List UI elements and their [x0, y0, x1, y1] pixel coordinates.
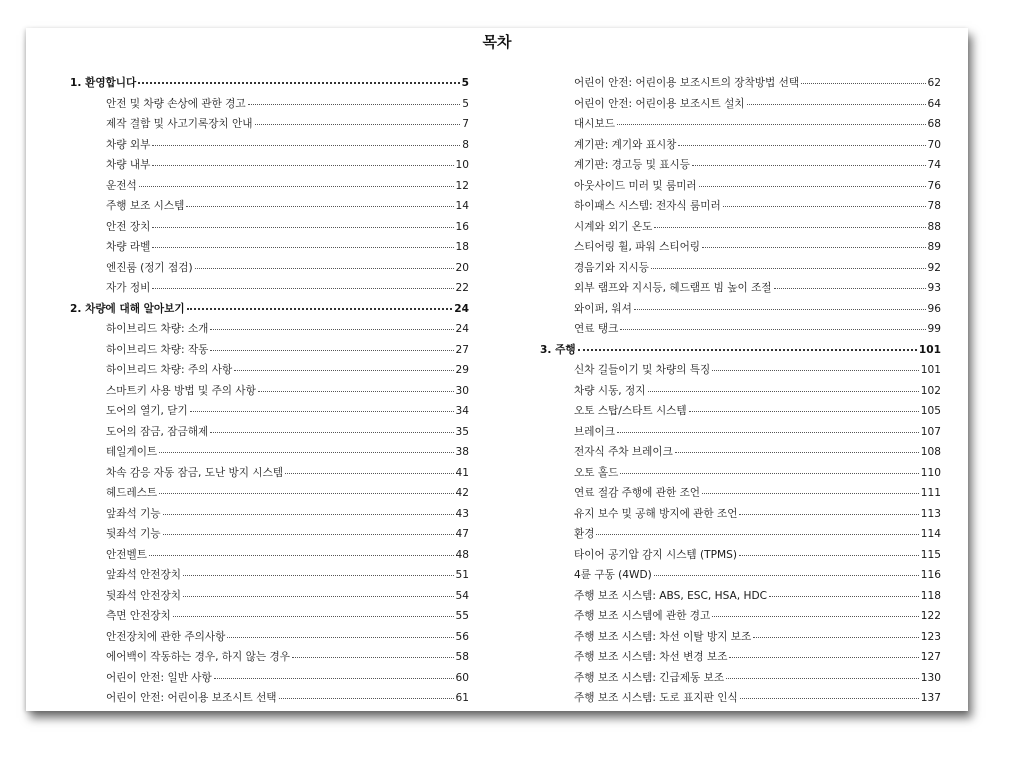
- toc-entry-label: 유지 보수 및 공해 방지에 관한 조언: [574, 507, 738, 520]
- dot-leader: [740, 698, 919, 699]
- toc-entry[interactable]: [540, 383, 941, 404]
- toc-page-number: 88: [927, 220, 941, 233]
- toc-page-number: 130: [920, 671, 941, 684]
- toc-entry-label: 에어백이 작동하는 경우, 하지 않는 경우: [106, 651, 290, 663]
- toc-entry-label: 앞좌석 안전장치: [106, 569, 182, 581]
- dot-leader: [620, 329, 925, 330]
- toc-entry-label: 자가 정비: [106, 282, 151, 294]
- toc-entry-label: 안전장치에 관한 주의사항: [106, 630, 226, 643]
- toc-entry[interactable]: [540, 260, 941, 281]
- toc-page-number: 89: [927, 241, 941, 253]
- dot-leader: [689, 411, 919, 412]
- dot-leader: [187, 308, 453, 310]
- toc-entry[interactable]: [70, 403, 469, 424]
- toc-page-number: 14: [455, 200, 469, 212]
- toc-entry[interactable]: [540, 301, 941, 322]
- dot-leader: [678, 145, 925, 146]
- toc-entry[interactable]: [70, 137, 469, 158]
- toc-page-number: 113: [920, 507, 941, 520]
- toc-entry[interactable]: [70, 649, 469, 670]
- toc-entry-label: 하이브리드 차량: 주의 사항: [106, 364, 233, 376]
- dot-leader: [620, 473, 918, 474]
- toc-entry-label: 2. 차량에 대해 알아보기: [70, 302, 185, 315]
- toc-entry[interactable]: [540, 116, 941, 137]
- toc-entry[interactable]: [540, 485, 941, 506]
- toc-page-number: 38: [455, 446, 469, 458]
- toc-page-number: 8: [462, 138, 469, 151]
- dot-leader: [152, 247, 453, 248]
- toc-entry[interactable]: [540, 670, 941, 691]
- toc-entry-label: 안전벨트: [106, 548, 147, 561]
- toc-entry[interactable]: [540, 465, 941, 486]
- toc-entry-label: 3. 주행: [540, 343, 576, 356]
- dot-leader: [285, 473, 453, 474]
- toc-entry-label: 대시보드: [574, 118, 615, 130]
- toc-entry-label: 도어의 열기, 닫기: [106, 405, 188, 417]
- toc-entry-label: 연료 절감 주행에 관한 조언: [574, 487, 701, 499]
- toc-entry-label: 환경: [574, 528, 595, 540]
- toc-page-number: 10: [455, 159, 469, 171]
- toc-entry-label: 신차 길들이기 및 차량의 특징: [574, 364, 711, 376]
- toc-right-column: [540, 75, 941, 711]
- toc-page-number: 18: [455, 241, 469, 253]
- toc-page-number: 127: [920, 651, 941, 663]
- toc-page-number: 114: [920, 528, 941, 540]
- toc-page-number: 111: [920, 487, 941, 499]
- toc-section-heading[interactable]: [70, 75, 469, 96]
- toc-page-number: 16: [455, 220, 469, 233]
- dot-leader: [152, 288, 453, 289]
- dot-leader: [648, 391, 919, 392]
- toc-entry-label: 연료 탱크: [574, 323, 619, 335]
- toc-entry[interactable]: [540, 321, 941, 342]
- dot-leader: [726, 678, 919, 679]
- toc-page-number: 123: [920, 630, 941, 643]
- toc-entry[interactable]: [70, 178, 469, 199]
- toc-entry[interactable]: [70, 362, 469, 383]
- toc-page-number: 24: [455, 323, 469, 335]
- dot-leader: [596, 534, 918, 535]
- dot-leader: [248, 104, 461, 105]
- dot-leader: [183, 575, 454, 576]
- toc-page-number: 34: [455, 405, 469, 417]
- dot-leader: [159, 452, 453, 453]
- dot-leader: [769, 596, 919, 597]
- toc-entry-label: 뒷좌석 안전장치: [106, 589, 182, 602]
- toc-entry-label: 안전 및 차량 손상에 관한 경고: [106, 97, 246, 110]
- toc-entry[interactable]: [70, 547, 469, 568]
- toc-entry-label: 계기판: 계기와 표시창: [574, 138, 677, 151]
- toc-entry[interactable]: [540, 567, 941, 588]
- toc-page-number: 101: [920, 364, 941, 376]
- toc-entry-label: 주행 보조 시스템: 차선 변경 보조: [574, 651, 728, 663]
- toc-entry-label: 오토 스탑/스타트 시스템: [574, 405, 687, 417]
- toc-entry[interactable]: [70, 588, 469, 609]
- toc-entry-label: 도어의 잠금, 잠금해제: [106, 425, 209, 438]
- toc-entry[interactable]: [70, 506, 469, 527]
- dot-leader: [617, 432, 919, 433]
- toc-entry-label: 테일게이트: [106, 446, 158, 458]
- toc-entry-label: 와이퍼, 워셔: [574, 302, 632, 315]
- toc-entry-label: 엔진룸 (정기 점검): [106, 261, 193, 274]
- dot-leader: [159, 493, 453, 494]
- toc-entry-label: 어린이 안전: 일반 사항: [106, 671, 212, 684]
- toc-entry-label: 차량 시동, 정지: [574, 384, 646, 397]
- toc-entry-label: 주행 보조 시스템: 차선 이탈 방지 보조: [574, 630, 752, 643]
- dot-leader: [152, 145, 460, 146]
- toc-entry-label: 주행 보조 시스템: ABS, ESC, HSA, HDC: [574, 589, 768, 602]
- toc-entry[interactable]: [540, 239, 941, 260]
- toc-entry[interactable]: [70, 116, 469, 137]
- toc-entry[interactable]: [540, 198, 941, 219]
- dot-leader: [634, 309, 926, 310]
- dot-leader: [234, 370, 453, 371]
- dot-leader: [173, 616, 454, 617]
- toc-page-number: 118: [920, 589, 941, 602]
- toc-entry[interactable]: [540, 362, 941, 383]
- toc-entry-label: 안전 장치: [106, 220, 151, 233]
- toc-page-number: 30: [455, 384, 469, 397]
- document-page: [26, 28, 968, 711]
- dot-leader: [702, 493, 919, 494]
- toc-entry[interactable]: [540, 690, 941, 711]
- dot-leader: [183, 596, 454, 597]
- toc-entry-label: 제작 결함 및 사고기록장치 안내: [106, 118, 253, 130]
- toc-entry-label: 스티어링 휠, 파워 스티어링: [574, 241, 701, 253]
- toc-entry[interactable]: [70, 424, 469, 445]
- toc-entry-label: 주행 보조 시스템: 도로 표지판 인식: [574, 692, 738, 704]
- toc-entry[interactable]: [540, 629, 941, 650]
- toc-page-number: 24: [454, 302, 469, 315]
- dot-leader: [774, 288, 926, 289]
- dot-leader: [699, 186, 926, 187]
- dot-leader: [210, 432, 453, 433]
- toc-entry[interactable]: [540, 526, 941, 547]
- dot-leader: [753, 637, 918, 638]
- toc-page-number: 5: [461, 77, 469, 89]
- dot-leader: [210, 329, 453, 330]
- toc-section-heading[interactable]: [540, 342, 941, 363]
- page-title: 목차: [482, 33, 512, 51]
- toc-entry[interactable]: [70, 629, 469, 650]
- toc-page-number: 58: [455, 651, 469, 663]
- toc-entry-label: 시계와 외기 온도: [574, 220, 653, 233]
- dot-leader: [747, 104, 926, 105]
- toc-entry-label: 오토 홀드: [574, 466, 619, 479]
- toc-entry-label: 어린이 안전: 어린이용 보조시트 선택: [106, 692, 277, 704]
- toc-page-number: 96: [927, 302, 941, 315]
- dot-leader: [801, 83, 925, 84]
- dot-leader: [258, 391, 454, 392]
- toc-entry[interactable]: [540, 137, 941, 158]
- dot-leader: [279, 698, 454, 699]
- toc-page-number: 102: [920, 384, 941, 397]
- toc-entry[interactable]: [70, 321, 469, 342]
- toc-entry[interactable]: [70, 567, 469, 588]
- toc-page-number: 101: [918, 343, 941, 356]
- toc-entry[interactable]: [540, 649, 941, 670]
- toc-entry[interactable]: [70, 219, 469, 240]
- toc-entry-label: 주행 보조 시스템에 관한 경고: [574, 610, 711, 622]
- toc-entry-label: 운전석: [106, 179, 137, 192]
- toc-entry-label: 스마트키 사용 방법 및 주의 사항: [106, 384, 256, 397]
- toc-entry[interactable]: [540, 506, 941, 527]
- dot-leader: [292, 657, 454, 658]
- toc-page-number: 115: [920, 548, 941, 561]
- toc-entry[interactable]: [70, 239, 469, 260]
- toc-entry[interactable]: [540, 178, 941, 199]
- toc-entry[interactable]: [70, 690, 469, 711]
- toc-page-number: 78: [927, 200, 941, 212]
- toc-page-number: 41: [455, 466, 469, 479]
- toc-page-number: 107: [920, 425, 941, 438]
- toc-page-number: 76: [927, 179, 941, 192]
- toc-page-number: 51: [455, 569, 469, 581]
- toc-entry[interactable]: [540, 75, 941, 96]
- toc-entry[interactable]: [540, 280, 941, 301]
- toc-entry-label: 하이브리드 차량: 소개: [106, 323, 209, 335]
- dot-leader: [729, 657, 918, 658]
- toc-page-number: 92: [927, 261, 941, 274]
- dot-leader: [692, 165, 926, 166]
- toc-entry-label: 측면 안전장치: [106, 610, 171, 622]
- toc-entry-label: 외부 램프와 지시등, 헤드램프 빔 높이 조절: [574, 282, 772, 294]
- toc-page-number: 122: [920, 610, 941, 622]
- dot-leader: [617, 124, 926, 125]
- toc-entry-label: 전자식 주차 브레이크: [574, 446, 673, 458]
- toc-entry[interactable]: [70, 157, 469, 178]
- dot-leader: [227, 637, 453, 638]
- dot-leader: [578, 349, 917, 351]
- toc-page-number: 61: [455, 692, 469, 704]
- toc-page-number: 105: [920, 405, 941, 417]
- toc-page-number: 47: [455, 528, 469, 540]
- toc-page-number: 29: [455, 364, 469, 376]
- dot-leader: [739, 555, 919, 556]
- toc-entry[interactable]: [70, 526, 469, 547]
- toc-page-number: 22: [455, 282, 469, 294]
- toc-entry[interactable]: [540, 608, 941, 629]
- toc-page-number: 74: [927, 159, 941, 171]
- toc-entry-label: 4륜 구동 (4WD): [574, 569, 652, 581]
- toc-entry-label: 뒷좌석 기능: [106, 528, 161, 540]
- toc-entry[interactable]: [70, 198, 469, 219]
- toc-page-number: 48: [455, 548, 469, 561]
- toc-section-heading[interactable]: [70, 301, 469, 322]
- toc-page-number: 70: [927, 138, 941, 151]
- dot-leader: [214, 678, 454, 679]
- toc-entry[interactable]: [540, 96, 941, 117]
- toc-page-number: 93: [927, 282, 941, 294]
- dot-leader: [186, 206, 453, 207]
- toc-page-number: 42: [455, 487, 469, 499]
- toc-entry[interactable]: [70, 465, 469, 486]
- toc-page-number: 5: [462, 97, 469, 110]
- toc-page-number: 116: [920, 569, 941, 581]
- toc-entry-label: 주행 보조 시스템: 긴급제동 보조: [574, 671, 725, 684]
- toc-page-number: 7: [462, 118, 469, 130]
- toc-page-number: 110: [920, 466, 941, 479]
- toc-entry[interactable]: [70, 96, 469, 117]
- toc-page-number: 27: [455, 343, 469, 356]
- toc-entry[interactable]: [70, 608, 469, 629]
- toc-entry-label: 차량 내부: [106, 159, 151, 171]
- toc-page-number: 64: [927, 97, 941, 110]
- toc-page-number: 99: [927, 323, 941, 335]
- toc-entry-label: 주행 보조 시스템: [106, 200, 185, 212]
- dot-leader: [139, 186, 454, 187]
- toc-entry[interactable]: [540, 219, 941, 240]
- toc-page-number: 12: [455, 179, 469, 192]
- dot-leader: [149, 555, 454, 556]
- dot-leader: [195, 268, 454, 269]
- toc-page-number: 137: [920, 692, 941, 704]
- toc-page-number: 20: [455, 261, 469, 274]
- toc-entry-label: 앞좌석 기능: [106, 507, 161, 520]
- toc-entry[interactable]: [540, 444, 941, 465]
- toc-page-number: 62: [927, 77, 941, 89]
- toc-entry-label: 하이브리드 차량: 작동: [106, 343, 209, 356]
- toc-page-number: 60: [455, 671, 469, 684]
- toc-page-number: 54: [455, 589, 469, 602]
- toc-entry[interactable]: [70, 260, 469, 281]
- toc-page-number: 108: [920, 446, 941, 458]
- dot-leader: [675, 452, 919, 453]
- dot-leader: [163, 534, 454, 535]
- dot-leader: [712, 616, 918, 617]
- dot-leader: [739, 514, 918, 515]
- dot-leader: [152, 227, 453, 228]
- toc-entry[interactable]: [70, 670, 469, 691]
- toc-entry-label: 어린이 안전: 어린이용 보조시트 설치: [574, 97, 745, 110]
- toc-entry[interactable]: [540, 157, 941, 178]
- toc-entry-label: 타이어 공기압 감지 시스템 (TPMS): [574, 548, 738, 561]
- toc-entry[interactable]: [540, 588, 941, 609]
- toc-entry[interactable]: [70, 342, 469, 363]
- toc-page-number: 55: [455, 610, 469, 622]
- toc-entry[interactable]: [70, 280, 469, 301]
- dot-leader: [255, 124, 461, 125]
- toc-page-number: 68: [927, 118, 941, 130]
- toc-entry-label: 차량 라벨: [106, 241, 151, 253]
- toc-entry-label: 차량 외부: [106, 138, 151, 151]
- toc-page-number: 35: [455, 425, 469, 438]
- toc-entry[interactable]: [70, 383, 469, 404]
- dot-leader: [654, 227, 925, 228]
- toc-entry[interactable]: [540, 547, 941, 568]
- dot-leader: [712, 370, 918, 371]
- toc-entry[interactable]: [70, 444, 469, 465]
- toc-entry-label: 브레이크: [574, 425, 615, 438]
- dot-leader: [654, 575, 919, 576]
- toc-entry-label: 하이패스 시스템: 전자식 룸미러: [574, 200, 721, 212]
- toc-entry-label: 어린이 안전: 어린이용 보조시트의 장착방법 선택: [574, 77, 800, 89]
- toc-entry-label: 계기판: 경고등 및 표시등: [574, 159, 691, 171]
- toc-entry-label: 1. 환영합니다: [70, 77, 137, 89]
- toc-entry[interactable]: [540, 424, 941, 445]
- dot-leader: [190, 411, 454, 412]
- dot-leader: [152, 165, 453, 166]
- dot-leader: [723, 206, 926, 207]
- toc-entry[interactable]: [70, 485, 469, 506]
- toc-entry[interactable]: [540, 403, 941, 424]
- dot-leader: [210, 350, 453, 351]
- toc-entry-label: 아웃사이드 미러 및 룸미러: [574, 179, 697, 192]
- toc-entry-label: 경음기와 지시등: [574, 261, 650, 274]
- dot-leader: [138, 82, 459, 84]
- toc-page-number: 56: [455, 630, 469, 643]
- toc-entry-label: 차속 감응 자동 잠금, 도난 방지 시스템: [106, 466, 284, 479]
- toc-entry-label: 헤드레스트: [106, 487, 158, 499]
- toc-page-number: 43: [455, 507, 469, 520]
- dot-leader: [702, 247, 925, 248]
- dot-leader: [163, 514, 454, 515]
- toc-left-column: [70, 75, 469, 711]
- dot-leader: [651, 268, 926, 269]
